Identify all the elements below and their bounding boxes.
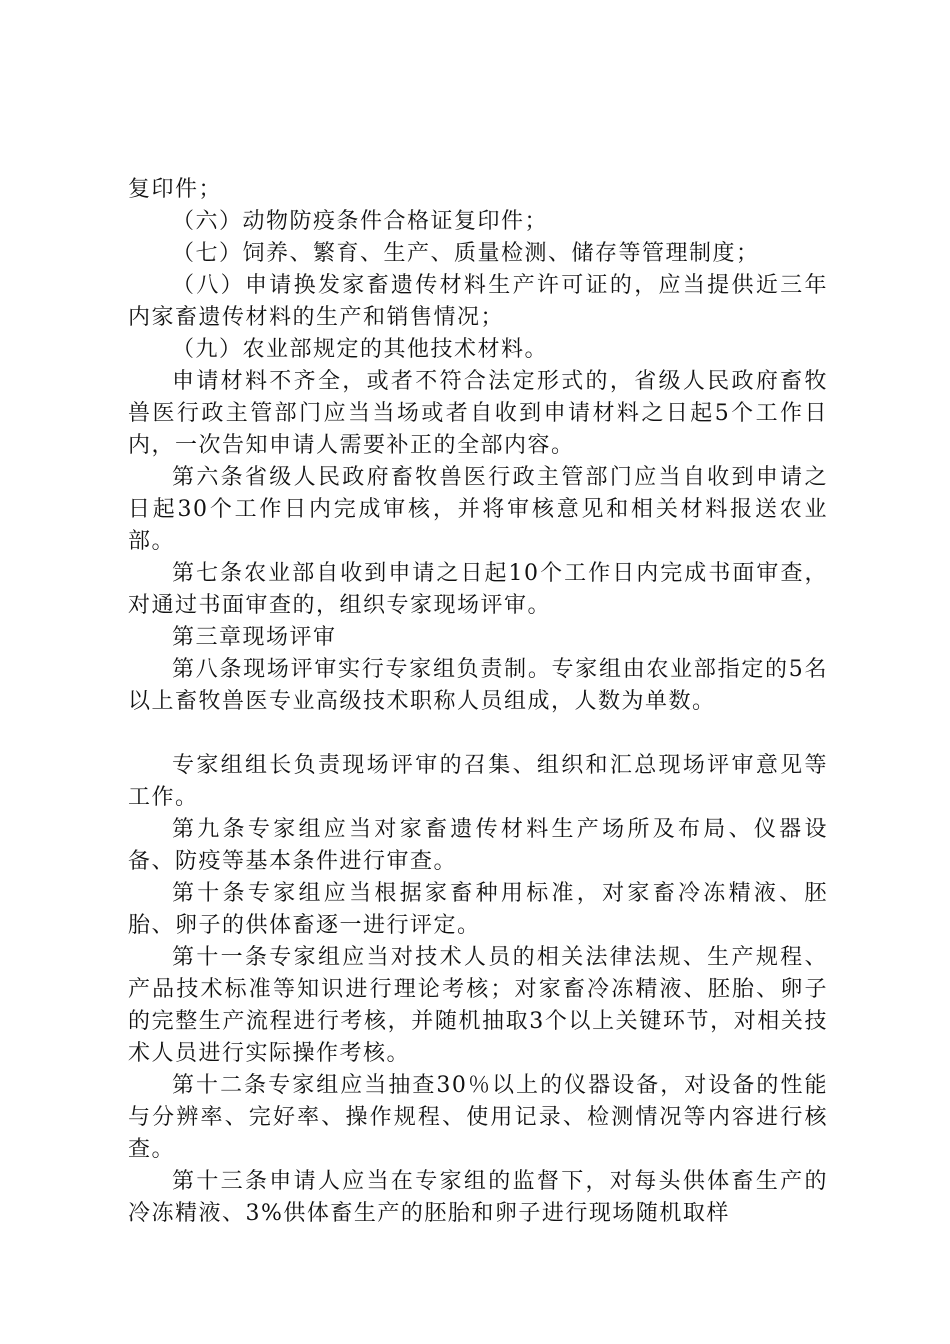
chapter-heading: 第三章现场评审: [172, 625, 337, 650]
paragraph-article-6: 第六条省级人民政府畜牧兽医行政主管部门应当自收到申请之日起30个工作日内完成审核，并将审核意见和相关材料报送农业部。: [128, 465, 828, 554]
paragraph-article-11: 第十一条专家组应当对技术人员的相关法律法规、生产规程、产品技术标准等知识进行理论考核；对家畜冷冻精液、胚胎、卵子的完整生产流程进行考核，并随机抽取3个以上关键环节，对相关技术人员进行实际操作考核。: [128, 945, 828, 1066]
paragraph-article-12: 第十二条专家组应当抽查30％以上的仪器设备，对设备的性能与分辨率、完好率、操作规程、使用记录、检测情况等内容进行核查。: [128, 1073, 828, 1162]
paragraph-item-9: （九）农业部规定的其他技术材料。: [172, 337, 549, 362]
paragraph-article-13: 第十三条申请人应当在专家组的监督下，对每头供体畜生产的冷冻精液、3%供体畜生产的胚胎和卵子进行现场随机取样: [128, 1169, 828, 1226]
paragraph-article-8: 第八条现场评审实行专家组负责制。专家组由农业部指定的5名以上畜牧兽医专业高级技术职称人员组成，人数为单数。: [128, 657, 828, 714]
paragraph-item-6: （六）动物防疫条件合格证复印件；: [172, 209, 549, 234]
paragraph-continuation: 复印件；: [128, 177, 223, 202]
paragraph-item-8: （八）申请换发家畜遗传材料生产许可证的，应当提供近三年内家畜遗传材料的生产和销售情况；: [128, 273, 828, 330]
paragraph-article-9: 第九条专家组应当对家畜遗传材料生产场所及布局、仪器设备、防疫等基本条件进行审查。: [128, 817, 828, 874]
document-body: [128, 174, 828, 1230]
paragraph-group-leader: 专家组组长负责现场评审的召集、组织和汇总现场评审意见等工作。: [128, 753, 828, 810]
paragraph-item-7: （七）饲养、繁育、生产、质量检测、储存等管理制度；: [172, 241, 760, 266]
paragraph-article-10: 第十条专家组应当根据家畜种用标准，对家畜冷冻精液、胚胎、卵子的供体畜逐一进行评定。: [128, 881, 828, 938]
paragraph-article-7: 第七条农业部自收到申请之日起10个工作日内完成书面审查，对通过书面审查的，组织专家现场评审。: [128, 561, 828, 618]
paragraph-incomplete-materials: 申请材料不齐全，或者不符合法定形式的，省级人民政府畜牧兽医行政主管部门应当当场或者自收到申请材料之日起5个工作日内，一次告知申请人需要补正的全部内容。: [128, 369, 828, 458]
